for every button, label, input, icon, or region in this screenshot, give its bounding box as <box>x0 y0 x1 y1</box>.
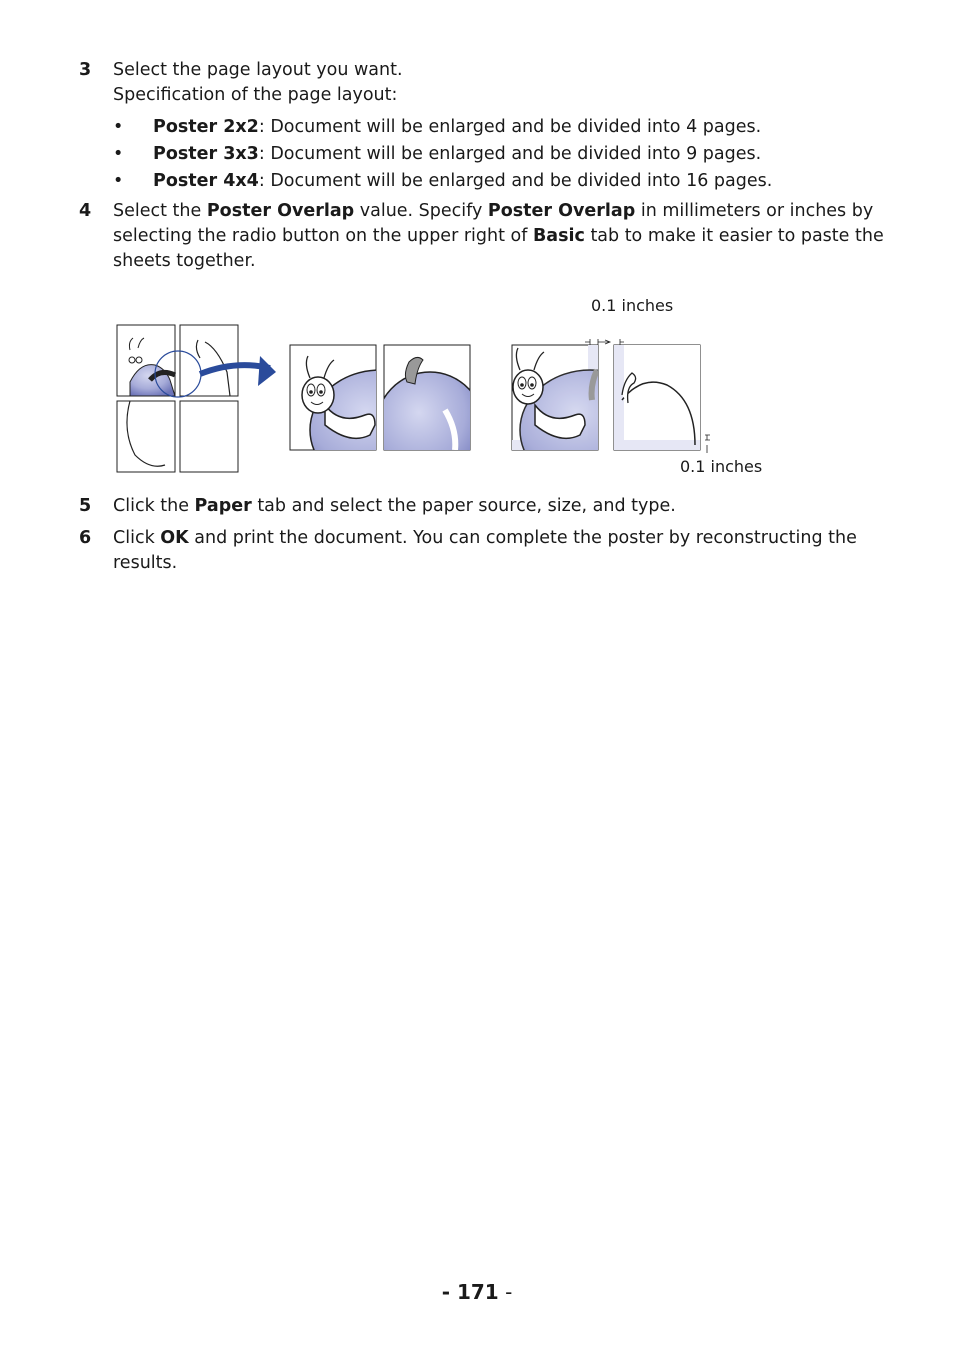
overlap-label-top: 0.1 inches <box>591 296 674 315</box>
enlarged-pages-icon <box>290 345 485 480</box>
ui-term: Poster Overlap <box>487 201 636 221</box>
bullet-icon: • <box>113 117 124 137</box>
ui-term: Paper <box>194 496 252 516</box>
poster-overlap-illustration <box>110 290 790 480</box>
step-text: and print the document. You can complete the poster by reconstructing the results. <box>113 528 857 573</box>
step-number: 6 <box>79 528 92 548</box>
bullet-description: : Document will be enlarged and be divided into 4 pages. <box>258 117 762 137</box>
step-number: 3 <box>79 60 92 80</box>
bullet-term: Poster 3x3 <box>153 144 259 164</box>
bullet-icon: • <box>113 171 124 191</box>
page-number-value: 171 <box>456 1280 499 1304</box>
step-text: tab and select the paper source, size, and type. <box>251 496 676 516</box>
bullet-term: Poster 2x2 <box>153 117 259 137</box>
overlap-label-bottom: 0.1 inches <box>680 457 763 476</box>
step-text: Select the <box>113 201 207 221</box>
step-text: value. Specify <box>354 201 488 221</box>
step-body <box>113 58 893 108</box>
page-dash-left: - <box>441 1280 457 1304</box>
step-text: Specification of the page layout: <box>113 85 398 105</box>
ui-term: OK <box>160 528 189 548</box>
bullet-icon: • <box>113 144 124 164</box>
bullet-term: Poster 4x4 <box>153 171 259 191</box>
ui-term: Basic <box>532 226 585 246</box>
step-text: Click <box>113 528 161 548</box>
page-number <box>0 1280 954 1304</box>
step-body <box>113 199 888 274</box>
page-dash-right: - <box>498 1280 513 1304</box>
step-body <box>113 526 888 576</box>
step-text: tab to make it easier to paste the sheets together. <box>113 226 884 271</box>
bullet-description: : Document will be enlarged and be divided into 9 pages. <box>258 144 762 164</box>
step-text: Select the page layout you want. <box>113 60 403 80</box>
bullet-description: : Document will be enlarged and be divided into 16 pages. <box>258 171 773 191</box>
step-number: 5 <box>79 496 92 516</box>
step-body <box>113 494 893 519</box>
poster-grid-icon <box>117 325 276 472</box>
step-number: 4 <box>79 201 92 221</box>
poster-diagram <box>110 290 790 480</box>
ui-term: Poster Overlap <box>206 201 355 221</box>
step-text: Click the <box>113 496 195 516</box>
step-text: in millimeters or inches by selecting the radio button on the upper right of <box>113 201 874 246</box>
